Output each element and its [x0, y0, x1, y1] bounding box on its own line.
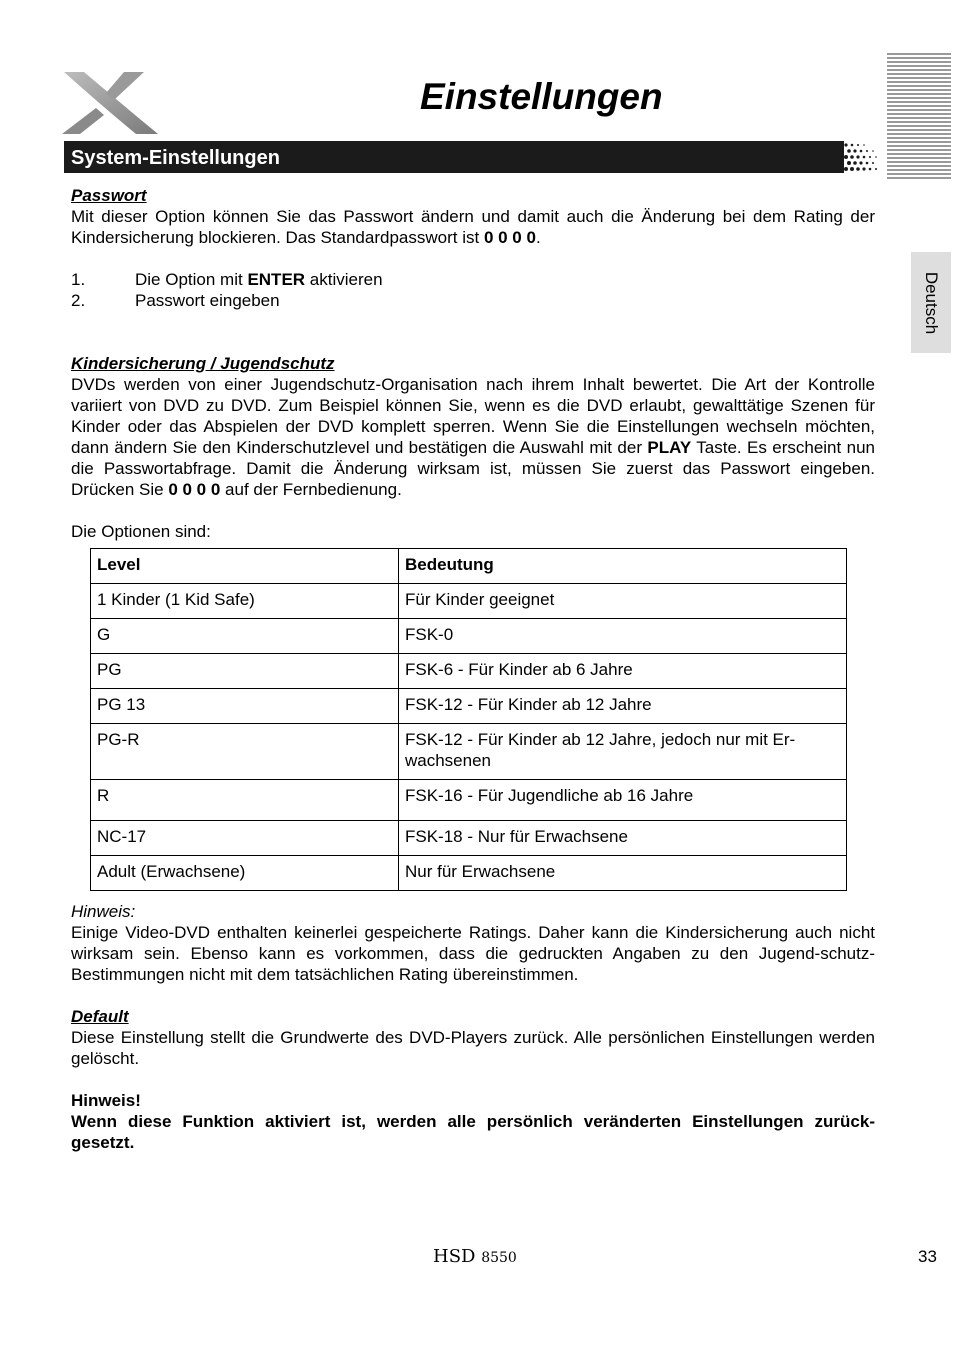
- default-heading: Default: [71, 1007, 129, 1026]
- table-cell-meaning: FSK-6 - Für Kinder ab 6 Jahre: [399, 654, 847, 689]
- options-intro: Die Optionen sind:: [71, 522, 211, 541]
- table-cell-level: Adult (Erwachsene): [91, 856, 399, 891]
- table-cell-meaning: FSK-12 - Für Kinder ab 12 Jahre, jedoch nur mit Er-wachsenen: [399, 724, 847, 780]
- section-title: System-Einstellungen: [71, 147, 280, 169]
- step-key: ENTER: [247, 270, 306, 289]
- table-cell-level: NC-17: [91, 821, 399, 856]
- table-cell-level: 1 Kinder (1 Kid Safe): [91, 584, 399, 619]
- table-row: [91, 780, 847, 821]
- table-row: [91, 654, 847, 689]
- step-number: 2.: [71, 291, 86, 310]
- step-text: Passwort eingeben: [135, 291, 280, 310]
- table-row: [91, 689, 847, 724]
- table-header-meaning: Bedeutung: [399, 549, 847, 584]
- hint-text: Einige Video-DVD enthalten keinerlei gespeicherte Ratings. Daher kann die Kindersicherung auch nicht wirksam sein. Ebenso kann es vorkommen, dass die gedruckten Angaben zu den Jugend-schutz-Bestimmungen nicht mit dem tatsächlichen Rating übereinstimmen.: [71, 923, 875, 984]
- table-row: [91, 821, 847, 856]
- table-cell-meaning: FSK-0: [399, 619, 847, 654]
- model-name-main: HSD: [433, 1246, 476, 1267]
- stripes-decoration: [887, 52, 951, 182]
- table-row: [91, 856, 847, 891]
- warning-text: Wenn diese Funktion aktiviert ist, werden alle persönlich veränderten Einstellungen zurück-gesetzt.: [71, 1112, 875, 1152]
- table-header-level: Level: [91, 549, 399, 584]
- table-cell-meaning: FSK-16 - Für Jugendliche ab 16 Jahre: [399, 780, 847, 821]
- main-content: [71, 185, 875, 1153]
- table-cell-meaning: FSK-18 - Nur für Erwachsene: [399, 821, 847, 856]
- language-tab: [911, 252, 951, 353]
- table-row: [91, 584, 847, 619]
- list-item: [71, 269, 875, 290]
- passwort-paragraph: [71, 206, 875, 248]
- table-cell-level: PG-R: [91, 724, 399, 780]
- kindersicherung-text: DVDs werden von einer Jugendschutz-Organisation nach ihrem Inhalt bewertet. Die Art der Kontrolle variiert von DVD zu DVD. Zum Beispiel können Sie, wenn es die DVD erlaubt, gewalttätige Szenen für Kinder oder das Abspielen der DVD komplett sperren. Wenn Sie die Einstellungen wechseln möchten, dann ändern Sie den Kinderschutzlevel und bestätigen die Auswahl mit der: [71, 375, 875, 457]
- passwort-steps: [71, 269, 875, 311]
- kindersicherung-text-2: Taste. Es erscheint nun die Passwortabfrage. Damit die Änderung wirksam ist, müssen Sie zuerst das Passwort eingeben. Drücken Sie: [71, 438, 876, 499]
- warning-label: Hinweis!: [71, 1091, 141, 1110]
- step-text-end: aktivieren: [305, 270, 383, 289]
- passwort-heading: Passwort: [71, 186, 147, 205]
- table-cell-level: R: [91, 780, 399, 821]
- step-number: 1.: [71, 270, 86, 289]
- step-text: Die Option mit: [135, 270, 248, 289]
- password-code: 0 0 0 0: [168, 480, 221, 499]
- model-number: 8550: [481, 1250, 517, 1266]
- kindersicherung-text-3: auf der Fernbedienung.: [220, 480, 402, 499]
- table-cell-meaning: Für Kinder geeignet: [399, 584, 847, 619]
- table-cell-meaning: Nur für Erwachsene: [399, 856, 847, 891]
- default-paragraph: Diese Einstellung stellt die Grundwerte des DVD-Players zurück. Alle persönlichen Einstellungen werden gelöscht.: [71, 1028, 875, 1068]
- table-cell-level: G: [91, 619, 399, 654]
- dot-pattern-decoration: [842, 141, 884, 173]
- default-password: 0 0 0 0: [483, 228, 536, 247]
- table-cell-level: PG: [91, 654, 399, 689]
- passwort-text: Mit dieser Option können Sie das Passwort ändern und damit auch die Änderung bei dem Rating der Kindersicherung blockieren. Das Standardpasswort ist: [71, 207, 875, 247]
- table-cell-meaning: FSK-12 - Für Kinder ab 12 Jahre: [399, 689, 847, 724]
- kindersicherung-heading: Kindersicherung / Jugendschutz: [71, 354, 335, 373]
- language-tab-label: Deutsch: [922, 271, 941, 334]
- table-header-row: [91, 549, 847, 584]
- table-row: [91, 619, 847, 654]
- play-key: PLAY: [647, 438, 692, 457]
- page-title: Einstellungen: [420, 76, 663, 117]
- passwort-text-end: .: [535, 228, 541, 247]
- page-number: 33: [918, 1247, 937, 1266]
- table-cell-level: PG 13: [91, 689, 399, 724]
- model-name: [433, 1246, 517, 1267]
- list-item: [71, 290, 875, 311]
- hint-label: Hinweis:: [71, 902, 136, 921]
- kindersicherung-paragraph: [71, 374, 875, 500]
- brand-logo: [62, 70, 162, 136]
- table-row: [91, 724, 847, 780]
- rating-table: [90, 548, 847, 891]
